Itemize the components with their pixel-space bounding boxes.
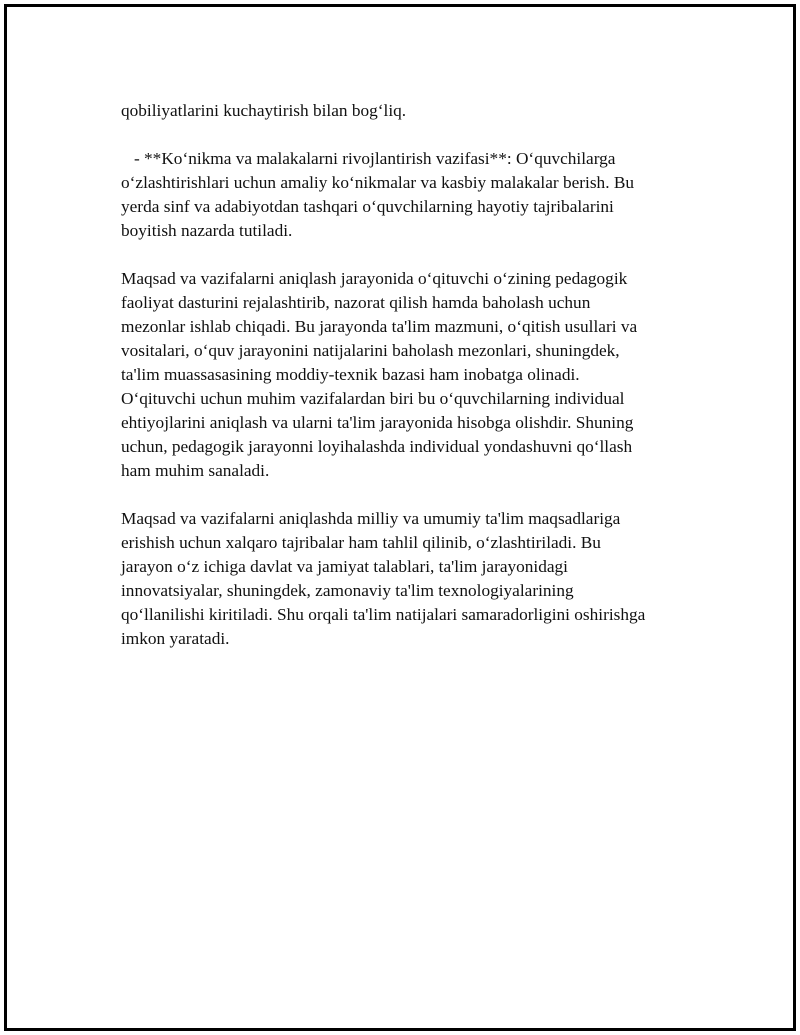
text-line: ham muhim sanaladi. bbox=[121, 461, 270, 480]
text-line: uchun, pedagogik jarayonni loyihalashda individual yondashuvni qo‘llash bbox=[121, 437, 633, 456]
paragraph bbox=[121, 507, 697, 651]
text-line: faoliyat dasturini rejalashtirib, nazorat qilish hamda baholash uchun bbox=[121, 293, 591, 312]
text-line: jarayon o‘z ichiga davlat va jamiyat talablari, ta'lim jarayonidagi bbox=[121, 557, 568, 576]
paragraph-spacer bbox=[121, 123, 697, 147]
text-line: Maqsad va vazifalarni aniqlashda milliy va umumiy ta'lim maqsadlariga bbox=[121, 509, 621, 528]
text-line: erishish uchun xalqaro tajribalar ham tahlil qilinib, o‘zlashtiriladi. Bu bbox=[121, 533, 601, 552]
page-frame bbox=[4, 4, 796, 1031]
text-line: vositalari, o‘quv jarayonini natijalarini baholash mezonlari, shuningdek, bbox=[121, 341, 620, 360]
text-line: qo‘llanilishi kiritiladi. Shu orqali ta'lim natijalari samaradorligini oshirishga bbox=[121, 605, 646, 624]
paragraph-spacer bbox=[121, 243, 697, 267]
paragraph bbox=[121, 267, 697, 483]
text-line: ehtiyojlarini aniqlash va ularni ta'lim jarayonida hisobga olishdir. Shuning bbox=[121, 413, 634, 432]
text-line: imkon yaratadi. bbox=[121, 629, 230, 648]
text-line: o‘zlashtirishlari uchun amaliy ko‘nikmalar va kasbiy malakalar berish. Bu bbox=[121, 173, 635, 192]
text-line: qobiliyatlarini kuchaytirish bilan bog‘liq. bbox=[121, 101, 407, 120]
text-line: O‘qituvchi uchun muhim vazifalardan biri bu o‘quvchilarning individual bbox=[121, 389, 625, 408]
text-line: yerda sinf va adabiyotdan tashqari o‘quvchilarning hayotiy tajribalarini bbox=[121, 197, 614, 216]
paragraph-spacer bbox=[121, 483, 697, 507]
text-line: innovatsiyalar, shuningdek, zamonaviy ta'lim texnologiyalarining bbox=[121, 581, 574, 600]
text-line: Maqsad va vazifalarni aniqlash jarayonida o‘qituvchi o‘zining pedagogik bbox=[121, 269, 628, 288]
text-line: - **Ko‘nikma va malakalarni rivojlantirish vazifasi**: O‘quvchilarga bbox=[121, 149, 616, 168]
text-line: boyitish nazarda tutiladi. bbox=[121, 221, 293, 240]
text-line: ta'lim muassasasining moddiy-texnik bazasi ham inobatga olinadi. bbox=[121, 365, 580, 384]
text-line: mezonlar ishlab chiqadi. Bu jarayonda ta'lim mazmuni, o‘qitish usullari va bbox=[121, 317, 638, 336]
document-body bbox=[121, 99, 697, 651]
paragraph bbox=[121, 147, 697, 243]
paragraph bbox=[121, 99, 697, 123]
